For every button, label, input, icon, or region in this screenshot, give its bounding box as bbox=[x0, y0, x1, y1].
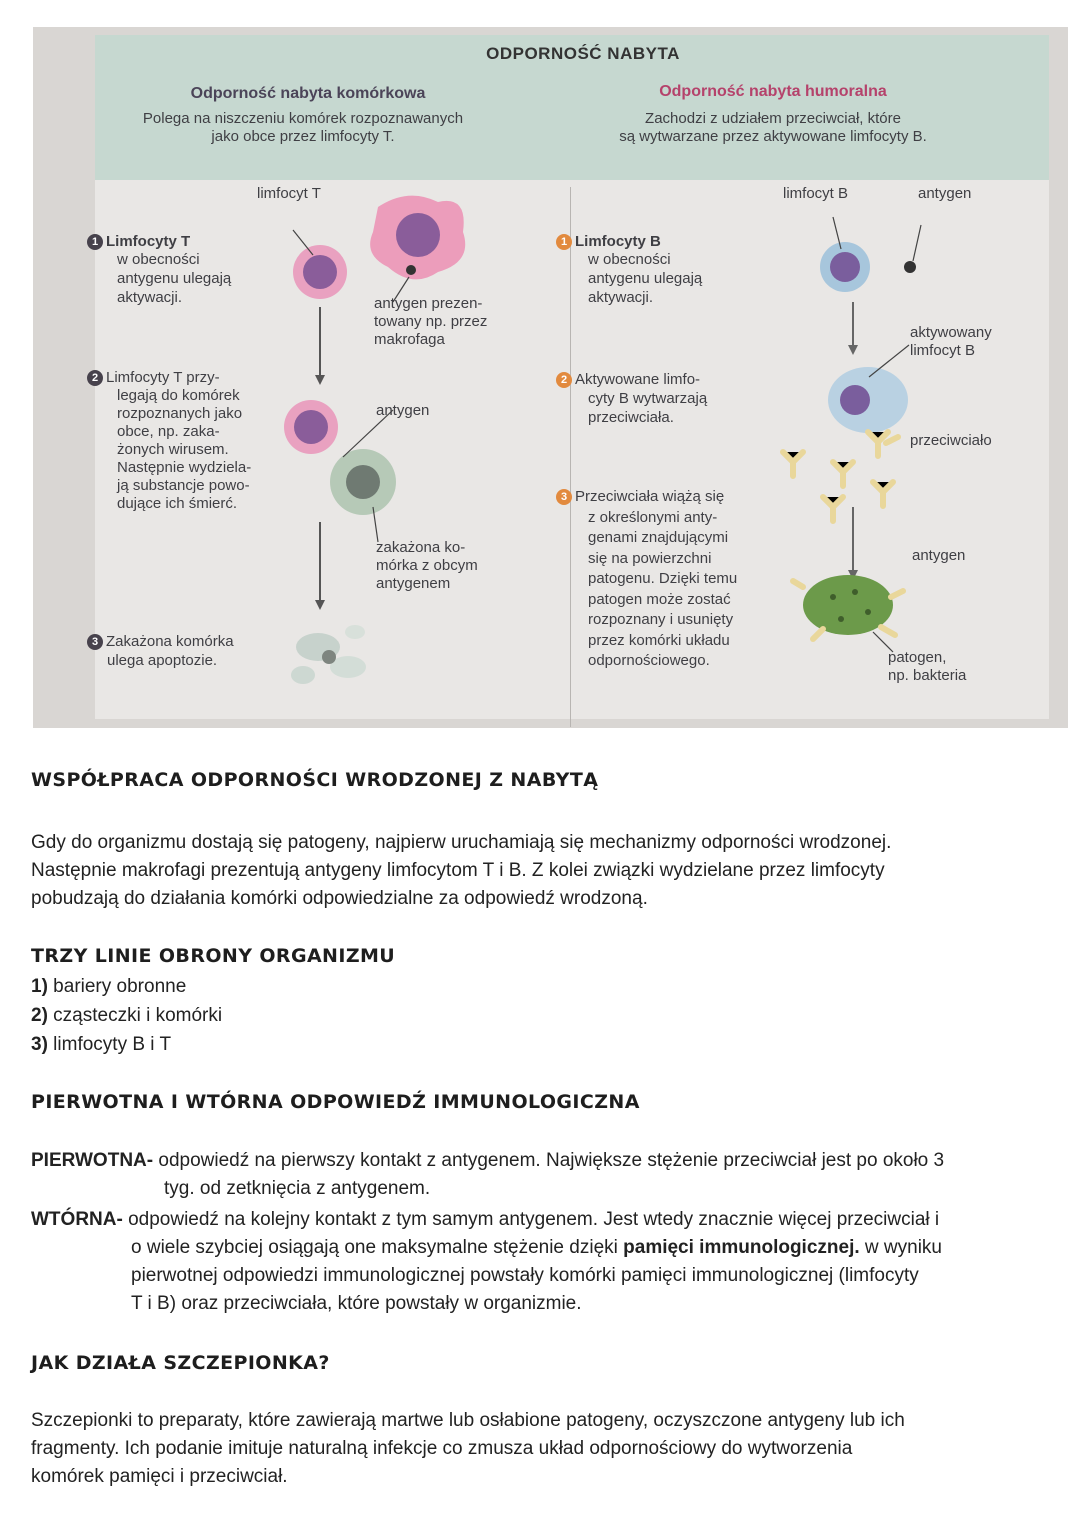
label-presented-antigen: antygen prezen- towany np. przez makrofaga bbox=[374, 295, 488, 348]
label-infected-cell: zakażona ko- mórka z obcym antygenem bbox=[376, 539, 478, 592]
label-activated-b: aktywowany limfocyt B bbox=[910, 324, 992, 359]
label-antigen-top: antygen bbox=[918, 185, 972, 202]
term-secondary: WTÓRNA- bbox=[31, 1209, 123, 1230]
step-number: 1 bbox=[556, 234, 572, 250]
label-antigen-left: antygen bbox=[376, 402, 430, 419]
paragraph-vaccine: Szczepionki to preparaty, które zawierają martwe lub osłabione patogeny, oczyszczone antygeny lub ich fragmenty. Ich podanie imituje naturalną infekcje co zmusza układ odpornościowy do wytworzenia komórek pamięci i przeciwciał. bbox=[31, 1410, 905, 1487]
right-step-1: 1 Limfocyty B w obecności antygenu ulegają aktywacji. bbox=[556, 232, 756, 307]
section-heading-immune-response: PIERWOTNA I WTÓRNA ODPOWIEDŹ IMMUNOLOGICZNA bbox=[31, 1091, 640, 1113]
step-number: 2 bbox=[87, 370, 103, 386]
label-antibody: przeciwciało bbox=[910, 432, 992, 449]
left-step-2: 2 Limfocyty T przy- legają do komórek rozpoznanych jako obce, np. zaka- żonych wirusem. Następnie wydziela- ją substancje powo- dujące ich śmierć. bbox=[87, 369, 287, 513]
paragraph-primary-response: PIERWOTNA- odpowiedź na pierwszy kontakt z antygenem. Największe stężenie przeciwciał jest po około 3 tyg. od zetknięcia z antygenem. bbox=[31, 1150, 945, 1199]
left-column-heading: Odporność nabyta komórkowa bbox=[190, 85, 426, 102]
step-number: 3 bbox=[87, 634, 103, 650]
section-heading-cooperation: WSPÓŁPRACA ODPORNOŚCI WRODZONEJ Z NABYTĄ bbox=[31, 769, 599, 791]
list-item: 3) limfocyty B i T bbox=[31, 1034, 172, 1055]
label-pathogen: patogen, np. bakteria bbox=[888, 649, 967, 684]
label-lymphocyte-t: limfocyt T bbox=[257, 185, 321, 202]
right-step-2: 2 Aktywowane limfo- cyty B wytwarzają przeciwciała. bbox=[556, 370, 776, 427]
list-three-lines bbox=[31, 972, 1051, 1059]
left-step-3: 3 Zakażona komórka ulega apoptozie. bbox=[87, 632, 287, 670]
term-primary: PIERWOTNA- bbox=[31, 1150, 154, 1171]
label-antigen-right: antygen bbox=[912, 547, 966, 564]
step-number: 1 bbox=[87, 234, 103, 250]
right-column-description: Zachodzi z udziałem przeciwciał, które są wytwarzane przez aktywowane limfocyty B. bbox=[619, 110, 927, 145]
paragraph-secondary-response: WTÓRNA- odpowiedź na kolejny kontakt z tym samym antygenem. Jest wtedy znacznie więcej przeciwciał i o wiele szybciej osiągają one maksymalne stężenie dzięki pamięci immunologicznej. w wyniku pierwotnej odpowiedzi immunologicznej powstały komórki pamięci immunologicznej (limfocyty T i B) oraz przeciwciała, które powstały w organizmie. bbox=[31, 1209, 942, 1314]
textbook-figure bbox=[33, 27, 1068, 728]
right-step-3: 3 Przeciwciała wiążą się z określonymi anty- genami znajdującymi się na powierzchni patogenu. Dzięki temu patogen może zostać rozpoznany i usunięty przez komórki układu odpornościowego. bbox=[556, 487, 796, 672]
left-step-1: 1 Limfocyty T w obecności antygenu ulegają aktywacji. bbox=[87, 232, 267, 307]
figure-title: ODPORNOŚĆ NABYTA bbox=[486, 44, 680, 63]
list-item: 2) cząsteczki i komórki bbox=[31, 1005, 223, 1026]
step-number: 2 bbox=[556, 372, 572, 388]
section-heading-vaccine: JAK DZIAŁA SZCZEPIONKA? bbox=[31, 1352, 330, 1374]
step-number: 3 bbox=[556, 489, 572, 505]
label-lymphocyte-b: limfocyt B bbox=[783, 185, 849, 202]
left-column-description: Polega na niszczeniu komórek rozpoznawanych jako obce przez limfocyty T. bbox=[142, 110, 464, 145]
list-item: 1) bariery obronne bbox=[31, 976, 187, 997]
section-heading-three-lines: TRZY LINIE OBRONY ORGANIZMU bbox=[31, 945, 396, 967]
paragraph-cooperation: Gdy do organizmu dostają się patogeny, najpierw uruchamiają się mechanizmy odporności wrodzonej. Następnie makrofagi prezentują antygeny limfocytom T i B. Z kolei związki wydzielane przez limfocyty pobudzają do działania komórki odpowiedzialne za odpowiedź wrodzoną. bbox=[31, 832, 892, 909]
right-column-heading: Odporność nabyta humoralna bbox=[659, 83, 887, 100]
